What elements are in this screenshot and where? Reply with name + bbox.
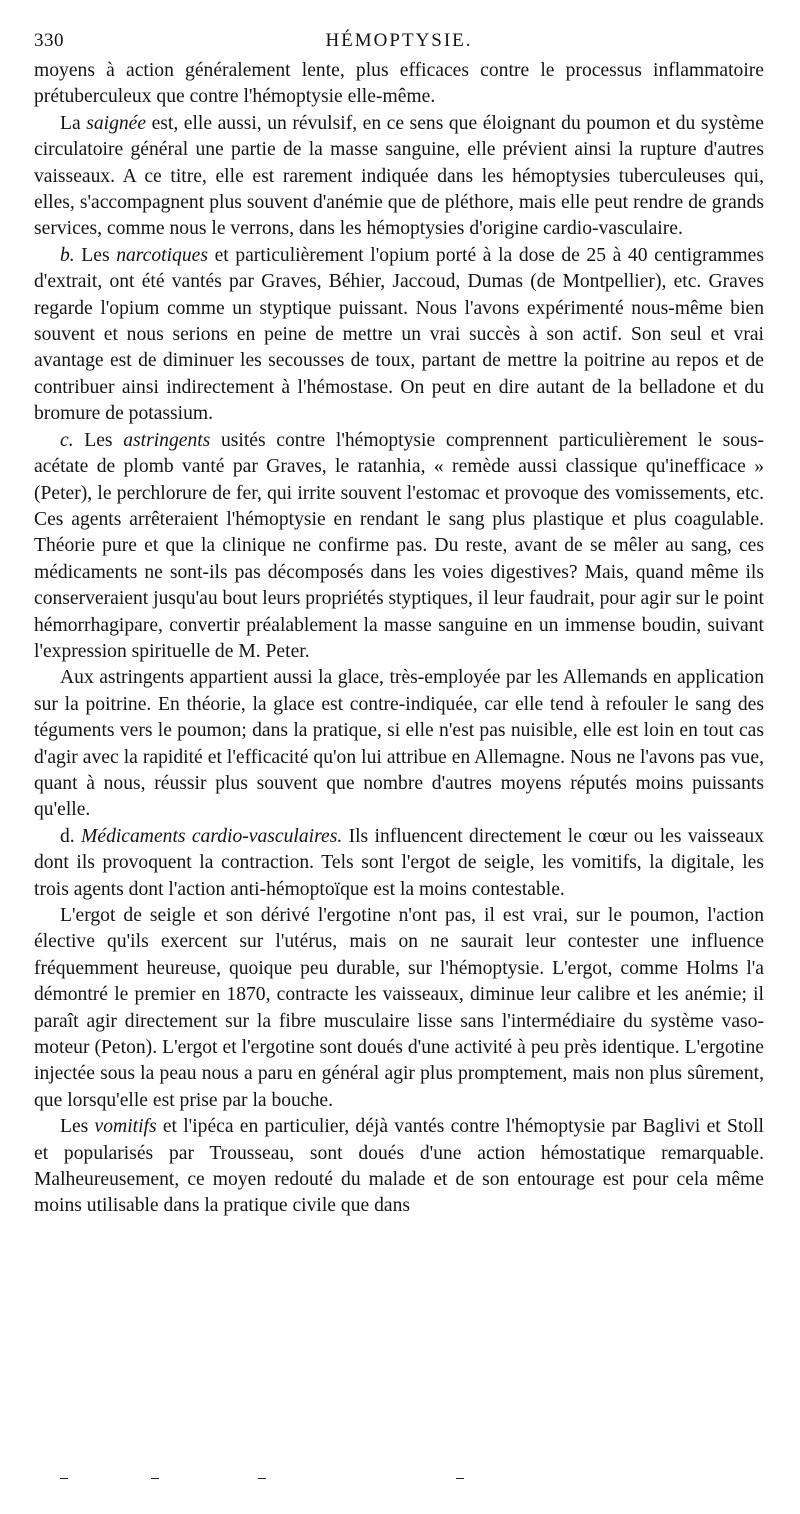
text-run: Ils influencent directement le cœur ou les vaisseaux dont ils provoquent la contraction. Tels sont l'ergot de seigle, les vomitifs, la digitale, les trois agents dont l'action anti-hémoptoïque est la moins contestable. — [34, 825, 765, 900]
text-run: et particulièrement l'opium porté à la dose de 25 à 40 centigrammes d'extrait, ont été vantés par Graves, Béhier, Jaccoud, Dumas (de Montpellier), etc. Graves regarde l'opium comme un styptique puissant. Nous l'avons expérimenté nous-même bien souvent et nous serions en peine de mettre un vrai succès à son actif. Son seul et vrai avantage est de diminuer les secousses de toux, partant de mettre la poitrine au repos et de contribuer ainsi indirectement à l'hémostase. On peut en dire autant de la belladone et du bromure de potassium. — [34, 244, 764, 425]
scan-mark — [151, 1478, 159, 1479]
text-run: Les — [73, 429, 124, 451]
italic-term: b. — [60, 244, 75, 266]
paragraph-p1 — [34, 58, 764, 111]
text-run: La — [60, 112, 87, 134]
text-run: d. — [60, 825, 82, 847]
italic-term: astringents — [123, 429, 211, 451]
italic-term: saignée — [86, 112, 147, 134]
italic-term: narcotiques — [116, 244, 208, 266]
text-run: est, elle aussi, un révulsif, en ce sens que éloignant du poumon et du système circulatoire général une partie de la masse sanguine, elle prévient ainsi la rupture d'autres vaisseaux. A ce titre, elle est rarement indiquée dans les hémoptysies tuberculeuses qui, elles, s'accompagnent plus souvent d'anémie que de pléthore, mais elle peut rendre de grands services, comme nous le verrons, dans les hémoptysies d'origine cardio-vasculaire. — [34, 112, 764, 240]
italic-term: c. — [60, 429, 74, 451]
text-run: moyens à action généralement lente, plus efficaces contre le processus inflammatoire prétuberculeux que contre l'hémoptysie elle-même. — [34, 60, 764, 108]
paragraph-p3 — [34, 243, 764, 428]
paragraph-p2 — [34, 111, 764, 243]
paragraph-p7 — [34, 903, 764, 1114]
page-bottom-marks — [0, 1478, 800, 1488]
body-text — [34, 58, 764, 1220]
text-run: usités contre l'hémoptysie comprennent particulièrement le sous-acétate de plomb vanté par Graves, le ratanhia, « remède aussi classique qu'inefficace » (Peter), le perchlorure de fer, qui irrite souvent l'estomac et provoque des vomissements, etc. Ces agents arrêteraient l'hémoptysie en rendant le sang plus plastique et plus coagulable. Théorie pure et que la clinique ne confirme pas. Du reste, avant de se mêler au sang, ces médicaments ne sont-ils pas décomposés dans les voies digestives? Mais, quand même ils conserveraient jusqu'au bout leurs propriétés styptiques, il leur faudrait, pour agir sur le point hémorrhagipare, convertir préalablement la masse sanguine en un immense boudin, suivant l'expression spirituelle de M. Peter. — [34, 429, 764, 662]
paragraph-p8 — [34, 1114, 764, 1220]
scan-mark — [456, 1478, 464, 1479]
text-run: Aux astringents appartient aussi la glace, très-employée par les Allemands en application sur la poitrine. En théorie, la glace est contre-indiquée, car elle tend à refouler le sang des téguments vers le poumon; dans la pratique, si elle n'est pas nuisible, elle est loin en tout cas d'agir avec la rapidité et l'efficacité qu'on lui attribue en Allemagne. Nous ne l'avons pas vue, quant à nous, réussir plus souvent que nombre d'autres moyens réputés moins puissants qu'elle. — [34, 667, 764, 821]
text-run: Les — [74, 244, 117, 266]
scan-mark — [60, 1478, 68, 1479]
text-run: L'ergot de seigle et son dérivé l'ergotine n'ont pas, il est vrai, sur le poumon, l'action élective qu'ils exercent sur l'utérus, mais on ne saurait leur contester une influence fréquemment heureuse, quoique peu durable, sur l'hémoptysie. L'ergot, comme Holms l'a démontré le premier en 1870, contracte les vaisseaux, diminue leur calibre et les anémie; il paraît agir directement sur la fibre musculaire lisse sans l'intermédiaire du système vaso-moteur (Peton). L'ergot et l'ergotine sont doués d'une activité à peu près identique. L'ergotine injectée sous la peau nous a paru en général agir plus promptement, mais non plus sûrement, que lorsqu'elle est prise par la bouche. — [34, 905, 764, 1111]
page-number: 330 — [34, 30, 64, 51]
paragraph-p6 — [34, 824, 764, 903]
paragraph-p5 — [34, 665, 764, 823]
running-title: HÉMOPTYSIE. — [325, 30, 473, 51]
paragraph-p4 — [34, 428, 764, 666]
text-run: Les — [60, 1116, 95, 1138]
italic-term: vomitifs — [94, 1116, 157, 1138]
text-run: et l'ipéca en particulier, déjà vantés contre l'hémoptysie par Baglivi et Stoll et popularisés par Trousseau, sont doués d'une action hémostatique remarquable. Malheureusement, ce moyen redouté du malade et de son entourage est pour cela même moins utilisable dans la pratique civile que dans — [34, 1116, 764, 1217]
scan-mark — [258, 1478, 266, 1479]
page-header — [34, 30, 764, 58]
italic-term: Médicaments cardio-vasculaires. — [81, 825, 343, 847]
book-page — [34, 30, 764, 1220]
